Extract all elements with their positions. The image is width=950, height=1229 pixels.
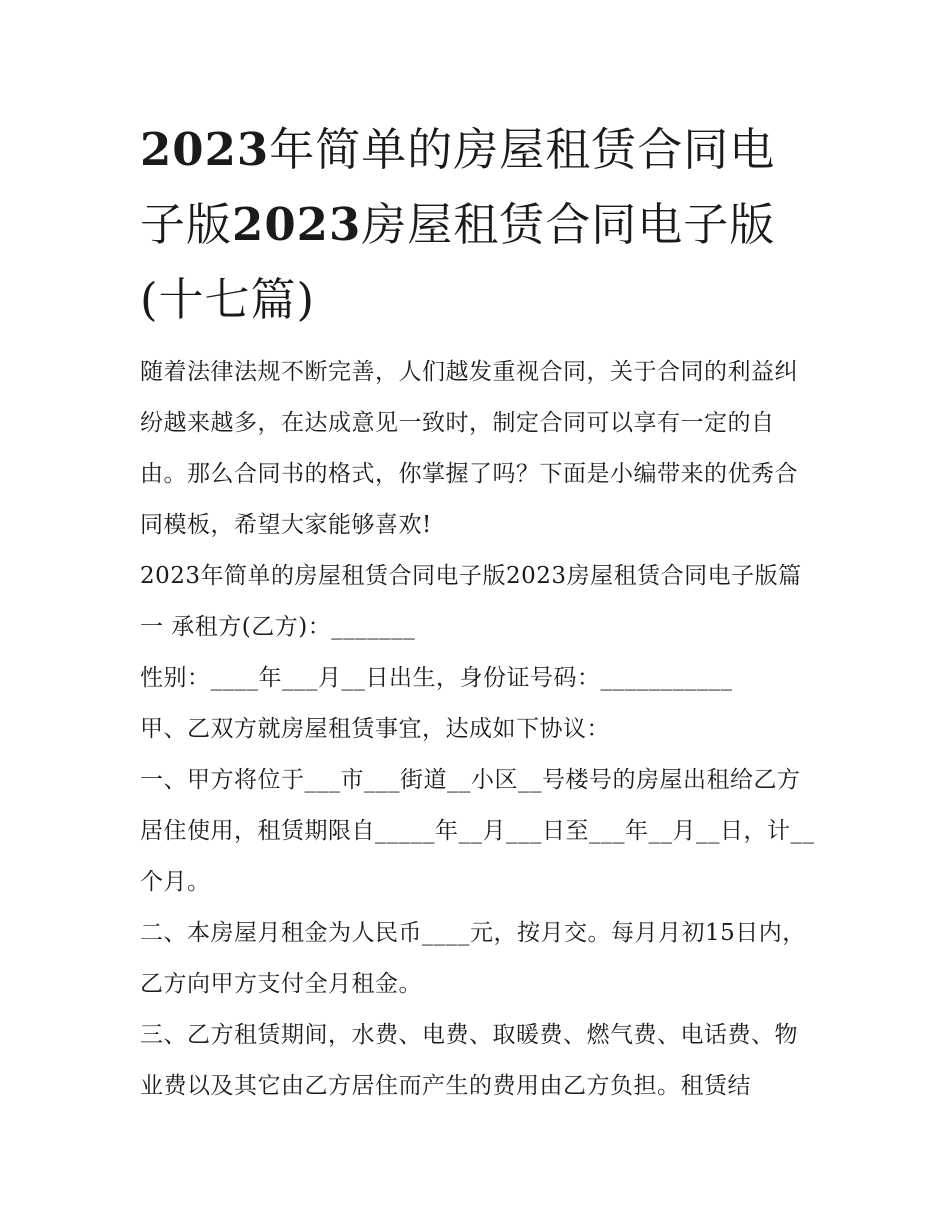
- title-text-2: 房屋租赁合同电子版(十七篇): [140, 198, 776, 326]
- document-body: [140, 112, 820, 1112]
- tenant-info-line: 性别：____年___月__日出生，身份证号码：___________: [140, 665, 733, 691]
- clause-1: 一、甲方将位于___市___街道__小区__号楼号的房屋出租给乙方居住使用，租赁期限自_____年__月___日至___年__月__日，计__个月。: [140, 767, 815, 895]
- clause-2: 二、本房屋月租金为人民币____元，按月交。每月月初15日内，乙方向甲方支付全月租金。: [140, 920, 806, 997]
- document-title: [140, 112, 820, 337]
- agreement-intro: 甲、乙双方就房屋租赁事宜，达成如下协议：: [140, 716, 610, 742]
- intro-paragraph: 随着法律法规不断完善，人们越发重视合同，关于合同的利益纠纷越来越多，在达成意见一致时，制定合同可以享有一定的自由。那么合同书的格式，你掌握了吗？下面是小编带来的优秀合同模板，希望大家能够喜欢!: [140, 359, 798, 538]
- title-year-2: 2023: [232, 198, 362, 251]
- article-heading-line: 2023年简单的房屋租赁合同电子版2023房屋租赁合同电子版篇一 承租方(乙方)：_______: [140, 563, 802, 640]
- clause-3: 三、乙方租赁期间，水费、电费、取暖费、燃气费、电话费、物业费以及其它由乙方居住而产生的费用由乙方负担。租赁结: [140, 1022, 798, 1099]
- title-text-1: 年简单的房屋租赁合同电子版: [140, 123, 776, 251]
- title-year-1: 2023: [140, 123, 270, 176]
